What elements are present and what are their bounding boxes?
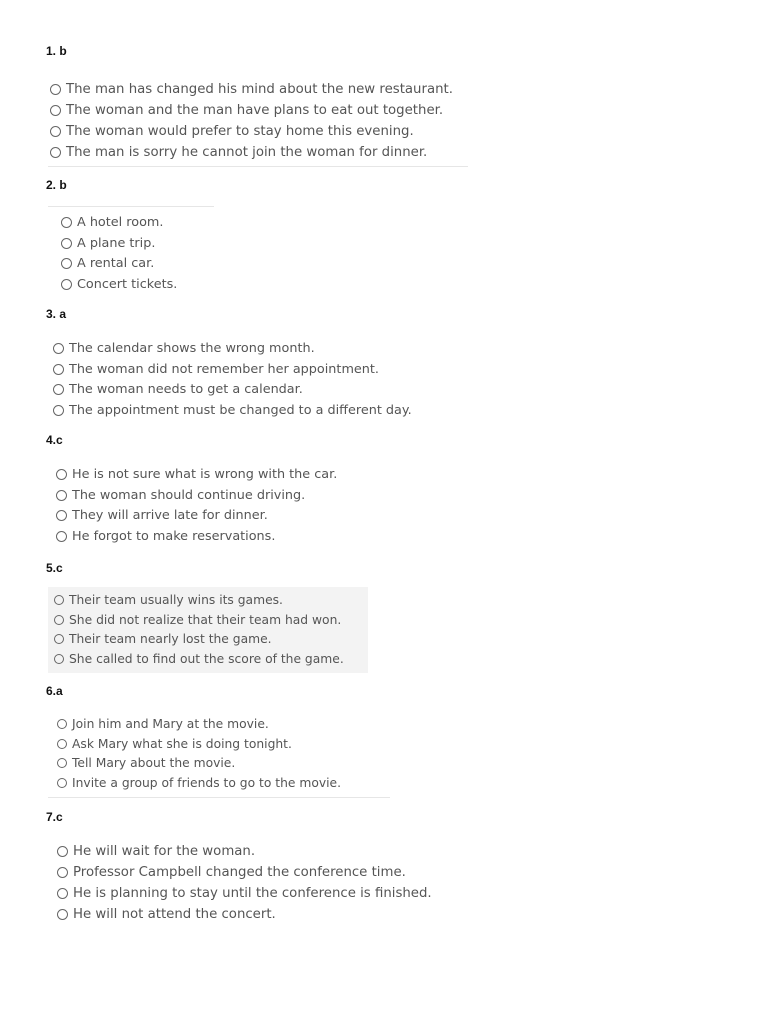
radio-icon[interactable] (54, 615, 64, 625)
radio-icon[interactable] (57, 758, 67, 768)
option-4c[interactable]: They will arrive late for dinner. (56, 505, 337, 526)
option-7d[interactable]: He will not attend the concert. (57, 904, 432, 925)
question-1-label: 1. b (46, 44, 67, 58)
radio-icon[interactable] (56, 531, 67, 542)
divider (48, 797, 390, 798)
radio-icon[interactable] (61, 258, 72, 269)
question-4-options (56, 464, 337, 547)
question-3-label: 3. a (46, 307, 67, 321)
radio-icon[interactable] (57, 719, 67, 729)
option-2a[interactable]: A hotel room. (61, 212, 177, 233)
option-6a[interactable]: Join him and Mary at the movie. (57, 714, 341, 734)
option-5a[interactable]: Their team usually wins its games. (54, 590, 344, 610)
option-4d[interactable]: He forgot to make reservations. (56, 526, 337, 547)
radio-icon[interactable] (57, 846, 68, 857)
radio-icon[interactable] (57, 909, 68, 920)
question-2-label: 2. b (46, 178, 67, 192)
question-5-options (54, 590, 344, 669)
radio-icon[interactable] (53, 343, 64, 354)
option-3d[interactable]: The appointment must be changed to a different day. (53, 400, 412, 421)
radio-icon[interactable] (57, 739, 67, 749)
radio-icon[interactable] (53, 384, 64, 395)
option-6b[interactable]: Ask Mary what she is doing tonight. (57, 734, 341, 754)
option-5c[interactable]: Their team nearly lost the game. (54, 630, 344, 650)
option-1a[interactable]: The man has changed his mind about the new restaurant. (50, 79, 453, 100)
radio-icon[interactable] (57, 888, 68, 899)
question-6-options (57, 714, 341, 793)
option-2c[interactable]: A rental car. (61, 253, 177, 274)
radio-icon[interactable] (50, 126, 61, 137)
question-7-label: 7.c (46, 810, 63, 824)
option-5d[interactable]: She called to find out the score of the game. (54, 649, 344, 669)
option-6d[interactable]: Invite a group of friends to go to the movie. (57, 773, 341, 793)
question-5-label: 5.c (46, 561, 63, 575)
question-2-options (61, 212, 177, 295)
option-3a[interactable]: The calendar shows the wrong month. (53, 338, 412, 359)
radio-icon[interactable] (57, 867, 68, 878)
option-4b[interactable]: The woman should continue driving. (56, 485, 337, 506)
option-7c[interactable]: He is planning to stay until the conference is finished. (57, 883, 432, 904)
divider (48, 206, 214, 207)
question-7-options (57, 841, 432, 925)
radio-icon[interactable] (54, 634, 64, 644)
option-4a[interactable]: He is not sure what is wrong with the car. (56, 464, 337, 485)
option-7b[interactable]: Professor Campbell changed the conference time. (57, 862, 432, 883)
option-3c[interactable]: The woman needs to get a calendar. (53, 379, 412, 400)
option-1d[interactable]: The man is sorry he cannot join the woman for dinner. (50, 142, 453, 163)
divider (48, 166, 468, 167)
option-5b[interactable]: She did not realize that their team had won. (54, 610, 344, 630)
radio-icon[interactable] (54, 595, 64, 605)
question-4-label: 4.c (46, 433, 63, 447)
radio-icon[interactable] (56, 469, 67, 480)
radio-icon[interactable] (50, 84, 61, 95)
option-1b[interactable]: The woman and the man have plans to eat out together. (50, 100, 453, 121)
question-3-options (53, 338, 412, 421)
option-1c[interactable]: The woman would prefer to stay home this evening. (50, 121, 453, 142)
radio-icon[interactable] (61, 217, 72, 228)
radio-icon[interactable] (56, 510, 67, 521)
option-3b[interactable]: The woman did not remember her appointment. (53, 359, 412, 380)
option-2b[interactable]: A plane trip. (61, 233, 177, 254)
radio-icon[interactable] (50, 147, 61, 158)
radio-icon[interactable] (61, 279, 72, 290)
radio-icon[interactable] (57, 778, 67, 788)
radio-icon[interactable] (61, 238, 72, 249)
question-1-options (50, 79, 453, 163)
radio-icon[interactable] (53, 405, 64, 416)
radio-icon[interactable] (53, 364, 64, 375)
option-6c[interactable]: Tell Mary about the movie. (57, 754, 341, 774)
radio-icon[interactable] (56, 490, 67, 501)
radio-icon[interactable] (50, 105, 61, 116)
question-6-label: 6.a (46, 684, 63, 698)
option-2d[interactable]: Concert tickets. (61, 274, 177, 295)
option-7a[interactable]: He will wait for the woman. (57, 841, 432, 862)
radio-icon[interactable] (54, 654, 64, 664)
